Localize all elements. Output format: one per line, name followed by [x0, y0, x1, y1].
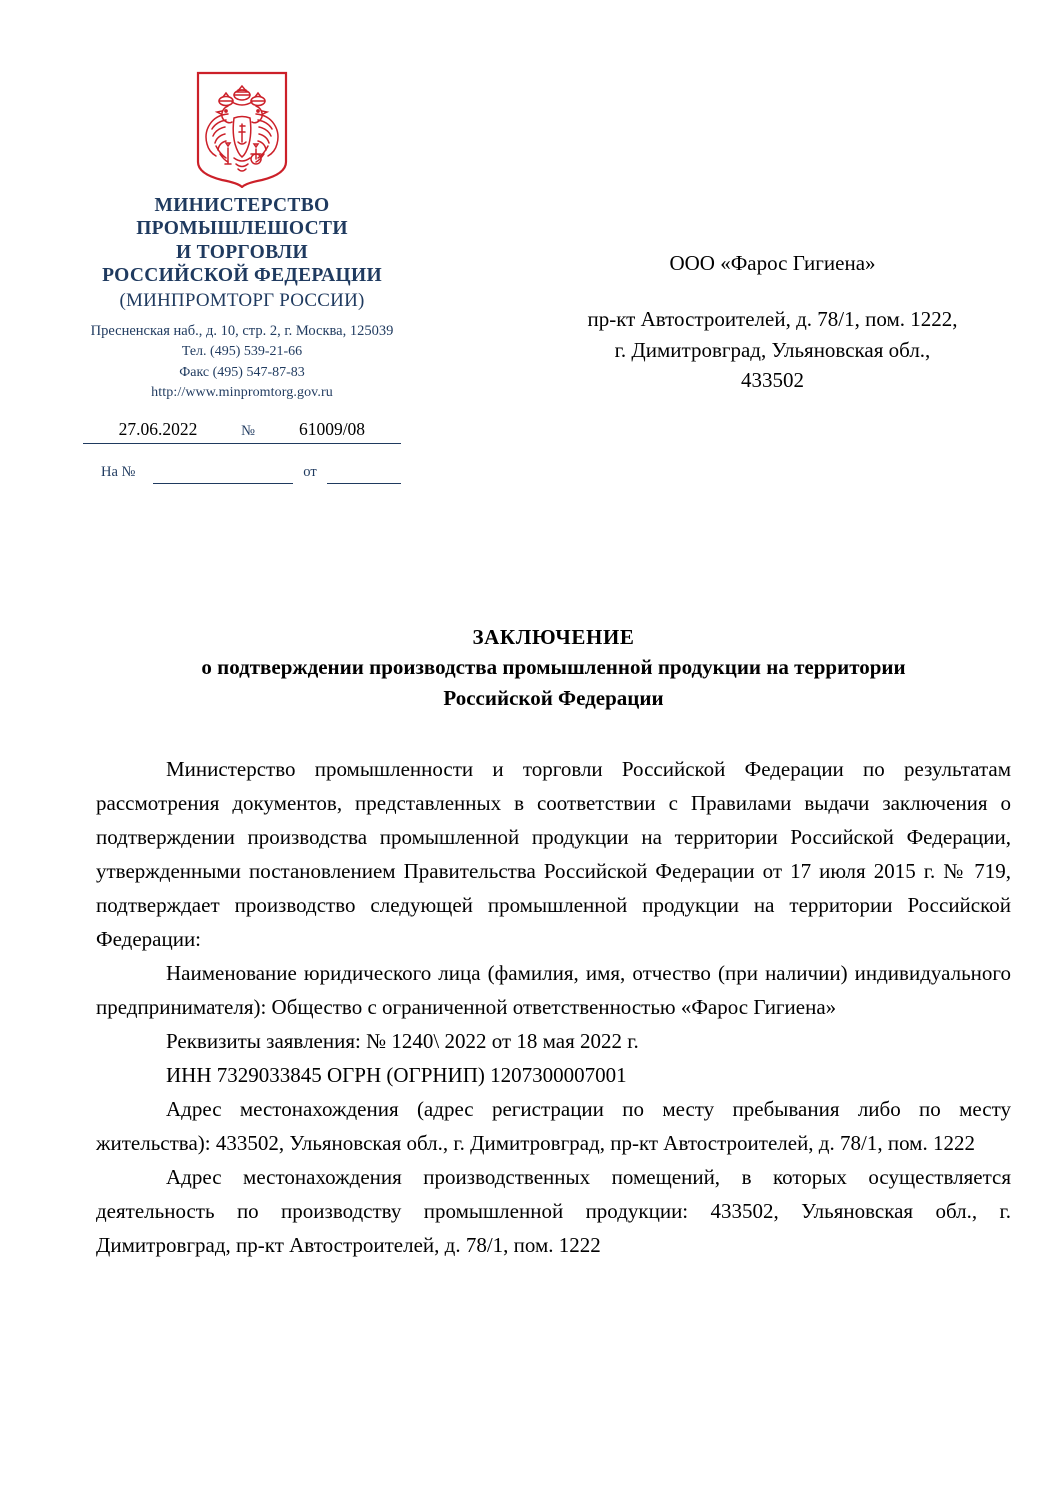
paragraph-intro: Министерство промышленности и торговли Российской Федерации по результатам рассмотрения документов, представленных в соответствии с Правилами выдачи заключения о подтверждении производства промышленной продукции на территории Российской Федерации, утвержденными постановлением Правительства Российской Федерации от 17 июля 2015 г. № 719, подтверждает производство следующей промышленной продукции на территории Российской Федерации:	[96, 757, 1011, 952]
ministry-phone: Тел. (495) 539-21-66	[181, 344, 303, 360]
paragraph-production-address: Адрес местонахождения производственных помещений, в которых осуществляется деятельность по производству промышленной продукции: 433502, Ульяновская обл., г. Димитровград, пр-кт Автостроителей, д. 78/1, пом. 1222	[96, 1165, 1011, 1258]
addressee-block	[545, 248, 1000, 396]
ministry-fax: Факс (495) 547-87-83	[179, 364, 305, 380]
document-title: ЗАКЛЮЧЕНИЕ	[472, 625, 635, 649]
coat-of-arms-russia-icon	[194, 70, 290, 188]
reference-number: 61009/08	[263, 419, 401, 444]
ministry-name-line-1: МИНИСТЕРСТВО	[154, 195, 330, 216]
ministry-name-line-4: РОССИЙСКОЙ ФЕДЕРАЦИИ	[102, 265, 382, 287]
letterhead-contacts	[58, 321, 426, 403]
paragraph-entity-name: Наименование юридического лица (фамилия, имя, отчество (при наличии) индивидуального предпринимателя): Общество с ограниченной ответственностью «Фарос Гигиена»	[96, 961, 1011, 1020]
ministry-name	[58, 194, 426, 288]
paragraph-application-details: Реквизиты заявления: № 1240\ 2022 от 18 мая 2022 г.	[166, 1029, 639, 1054]
letterhead	[58, 70, 426, 484]
ministry-website: http://www.minpromtorg.gov.ru	[151, 384, 333, 400]
document-title-block	[96, 622, 1011, 713]
ministry-name-line-2: ПРОМЫШЛЕШОСТИ	[136, 218, 348, 240]
addressee-address	[545, 304, 1000, 395]
reference-date: 27.06.2022	[83, 419, 233, 444]
paragraph-tax-ids: ИНН 7329033845 ОГРН (ОГРНИП) 1207300007001	[166, 1063, 627, 1088]
addressee-address-line-1: пр-кт Автостроителей, д. 78/1, пом. 1222,	[587, 307, 958, 332]
reply-number-label: На №	[101, 464, 136, 481]
addressee-address-line-2: г. Димитровград, Ульяновская обл.,	[614, 337, 931, 362]
reference-block	[83, 419, 401, 484]
document-subtitle-line-2: Российской Федерации	[443, 685, 664, 710]
ministry-name-line-3: И ТОРГОВЛИ	[176, 241, 308, 263]
reference-row-date-number	[83, 419, 401, 444]
reference-row-reply	[83, 464, 401, 484]
reply-date-label: от	[303, 464, 317, 481]
addressee-address-line-3: 433502	[741, 368, 804, 393]
paragraph-registered-address: Адрес местонахождения (адрес регистрации по месту пребывания либо по месту жительства): 433502, Ульяновская обл., г. Димитровград, пр-кт Автостроителей, д. 78/1, пом. 1222	[96, 1097, 1011, 1156]
emblem-container	[58, 70, 426, 188]
reply-date-blank	[327, 469, 401, 484]
ministry-short-name: (МИНПРОМТОРГ РОССИИ)	[119, 289, 365, 311]
reference-number-label: №	[233, 423, 263, 444]
ministry-address: Пресненская наб., д. 10, стр. 2, г. Москва, 125039	[90, 323, 394, 340]
addressee-organization: ООО «Фарос Гигиена»	[669, 251, 876, 275]
reply-number-blank	[153, 469, 293, 484]
document-body	[96, 752, 1011, 1262]
document-subtitle-line-1: о подтверждении производства промышленной продукции на территории	[201, 655, 906, 680]
